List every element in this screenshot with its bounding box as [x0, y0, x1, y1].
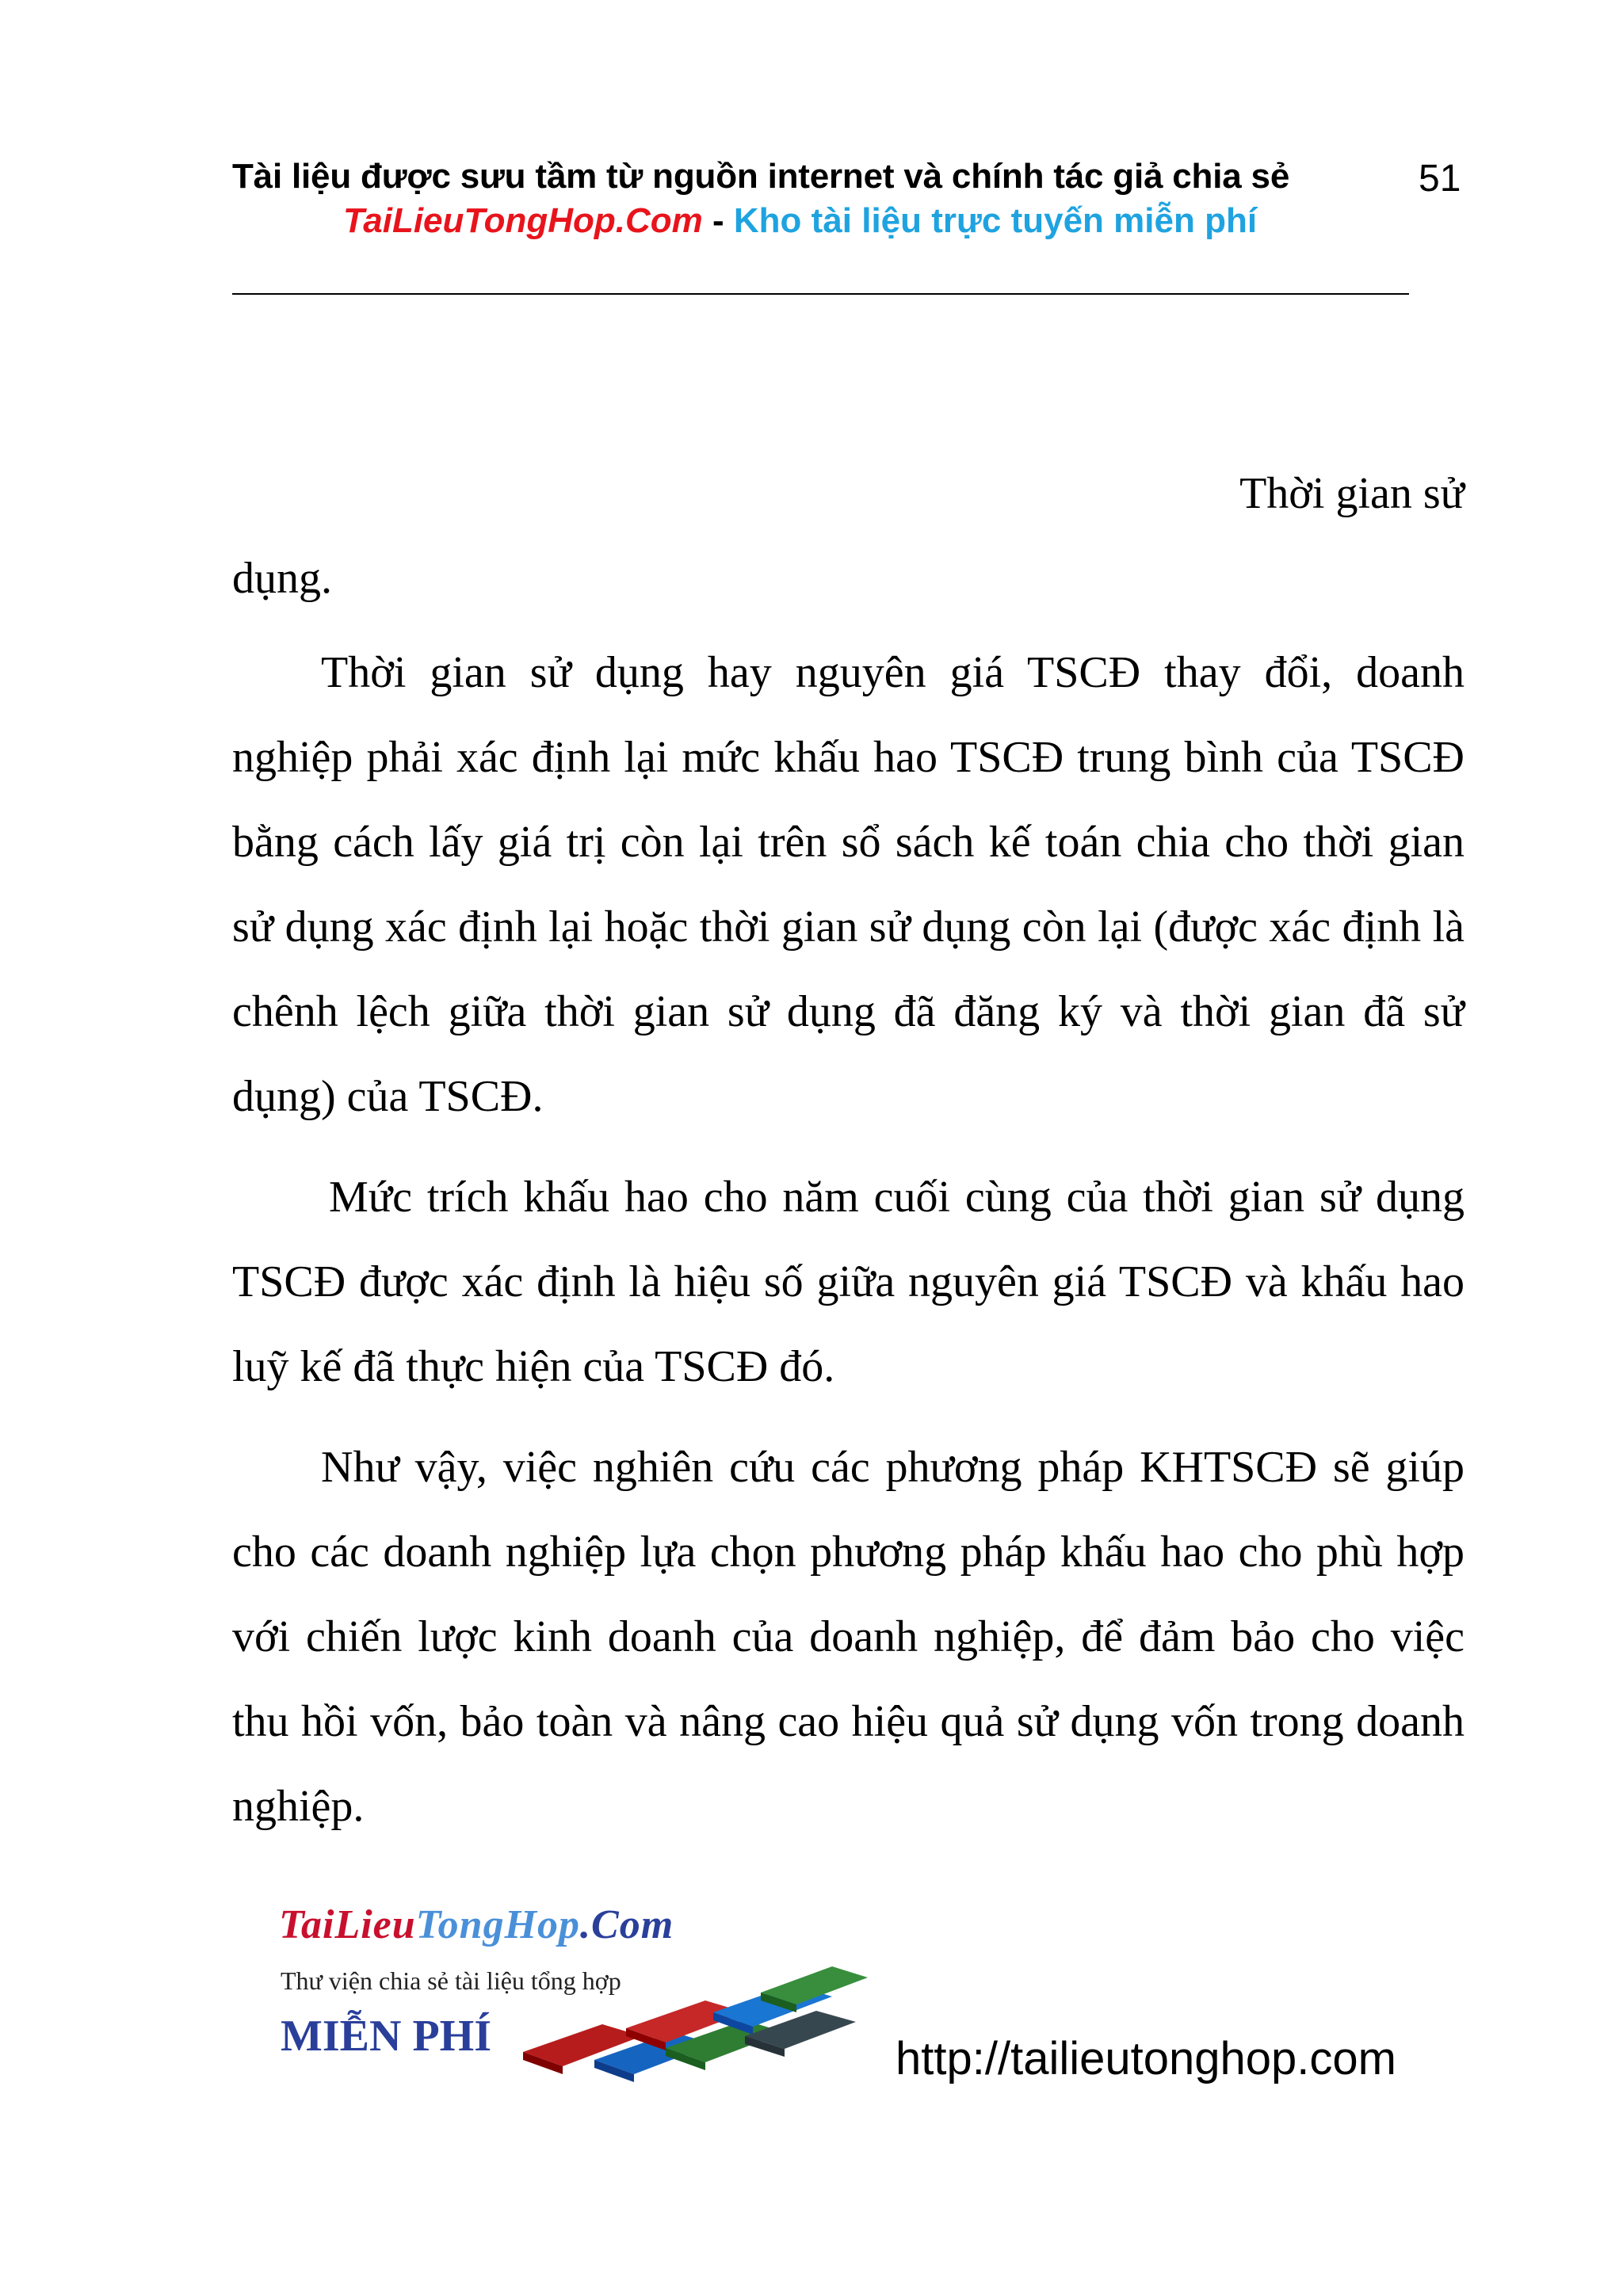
- footer-url-link[interactable]: http://tailieutonghop.com: [896, 2033, 1396, 2084]
- paragraph-1: Thời gian sử dụng hay nguyên giá TSCĐ thay đổi, doanh nghiệp phải xác định lại mức khấu hao TSCĐ trung bình của TSCĐ bằng cách lấy giá trị còn lại trên sổ sách kế toán chia cho thời gian sử dụng xác định lại hoặc thời gian sử dụng còn lại (được xác định là chênh lệch giữa thời gian sử dụng đã đăng ký và thời gian đã sử dụng) của TSCĐ.: [232, 648, 1465, 1121]
- header-site-line: [343, 201, 1257, 241]
- header-source-note: Tài liệu được sưu tầm từ nguồn internet và chính tác giả chia sẻ: [232, 157, 1290, 196]
- body-text: [232, 452, 1465, 1865]
- paragraph-3: Như vậy, việc nghiên cứu các phương pháp KHTSCĐ sẽ giúp cho các doanh nghiệp lựa chọn phương pháp khấu hao cho phù hợp với chiến lược kinh doanh của doanh nghiệp, để đảm bảo cho việc thu hồi vốn, bảo toàn và nâng cao hiệu quả sử dụng vốn trong doanh nghiệp.: [232, 1443, 1465, 1831]
- paragraph-2: Mức trích khấu hao cho năm cuối cùng của thời gian sử dụng TSCĐ được xác định là hiệu số giữa nguyên giá TSCĐ và khấu hao luỹ kế đã thực hiện của TSCĐ đó.: [232, 1173, 1465, 1391]
- page-number: 51: [1419, 158, 1461, 200]
- logo-subtitle: Thư viện chia sẻ tài liệu tổng hợp: [281, 1966, 621, 1995]
- header-tagline: Kho tài liệu trực tuyến miễn phí: [733, 201, 1258, 240]
- logo-wordmark: TaiLieuTongHop.Com: [279, 1902, 674, 1947]
- footer-logo[interactable]: [269, 1901, 888, 2092]
- books-icon: [507, 1949, 880, 2092]
- header-site-link[interactable]: TaiLieuTongHop.Com: [343, 201, 703, 240]
- body-fragment-right: Thời gian sử: [1239, 469, 1465, 518]
- body-fragment-left: dụng.: [232, 554, 332, 603]
- logo-free-label: MIỄN PHÍ: [281, 2012, 491, 2061]
- header-separator: -: [702, 201, 734, 240]
- header-divider: [232, 293, 1409, 295]
